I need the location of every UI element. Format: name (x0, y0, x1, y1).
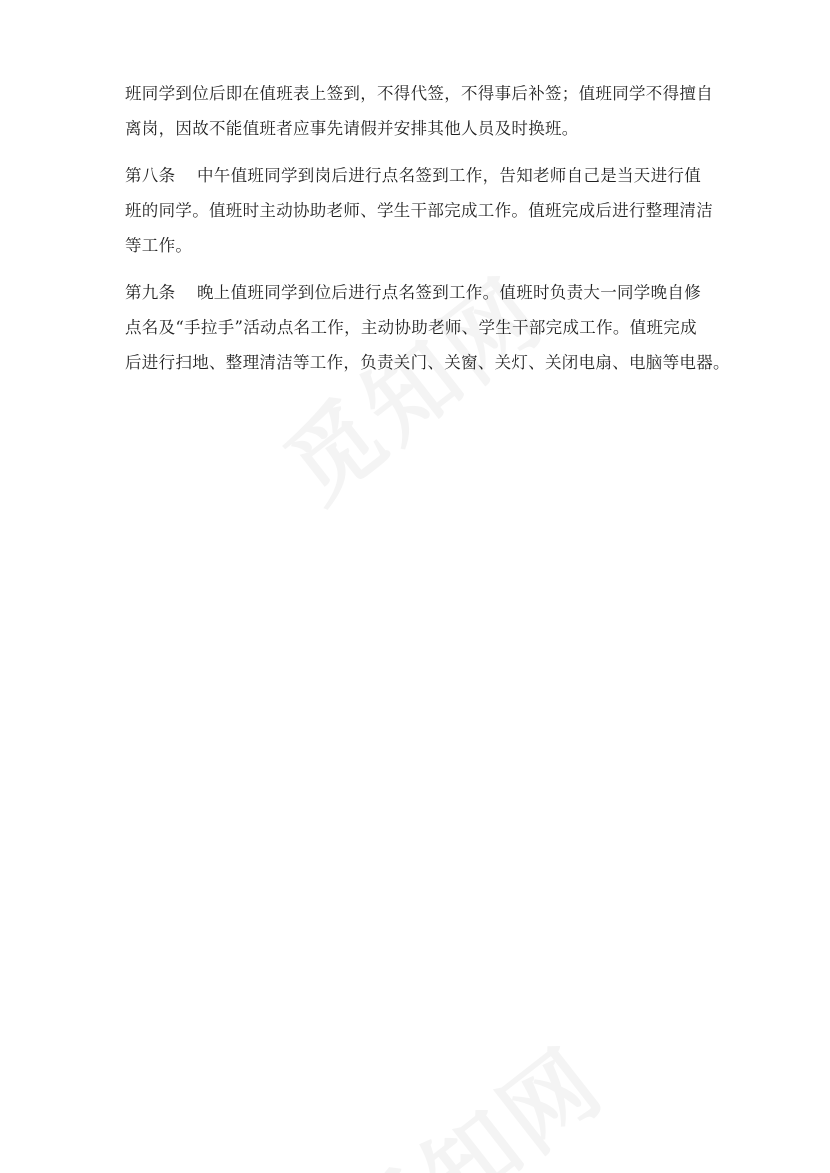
paragraph-continued (125, 76, 720, 146)
text-line: 班的同学。值班时主动协助老师、学生干部完成工作。值班完成后进行整理清洁 (125, 201, 713, 220)
text-line: 后进行扫地、整理清洁等工作，负责关门、关窗、关灯、关闭电扇、电脑等电器。 (125, 353, 730, 372)
article-heading: 第八条 (125, 166, 176, 185)
text-line: 离岗，因故不能值班者应事先请假并安排其他人员及时换班。 (125, 119, 579, 138)
text-line: 点名及“手拉手”活动点名工作，主动协助老师、学生干部完成工作。值班完成 (125, 318, 697, 337)
watermark-bottom (295, 996, 645, 1173)
text-line (125, 158, 720, 193)
article-text: 晚上值班同学到位后进行点名签到工作。值班时负责大一同学晚自修 (197, 283, 701, 302)
document-body (125, 76, 730, 392)
article-text: 中午值班同学到岗后进行点名签到工作，告知老师自己是当天进行值 (197, 166, 701, 185)
article-9 (125, 275, 730, 380)
text-line: 等工作。 (125, 236, 193, 255)
article-heading: 第九条 (125, 283, 176, 302)
article-8 (125, 158, 720, 263)
text-line (125, 275, 720, 310)
text-line: 班同学到位后即在值班表上签到，不得代签，不得事后补签；值班同学不得擅自 (125, 84, 713, 103)
